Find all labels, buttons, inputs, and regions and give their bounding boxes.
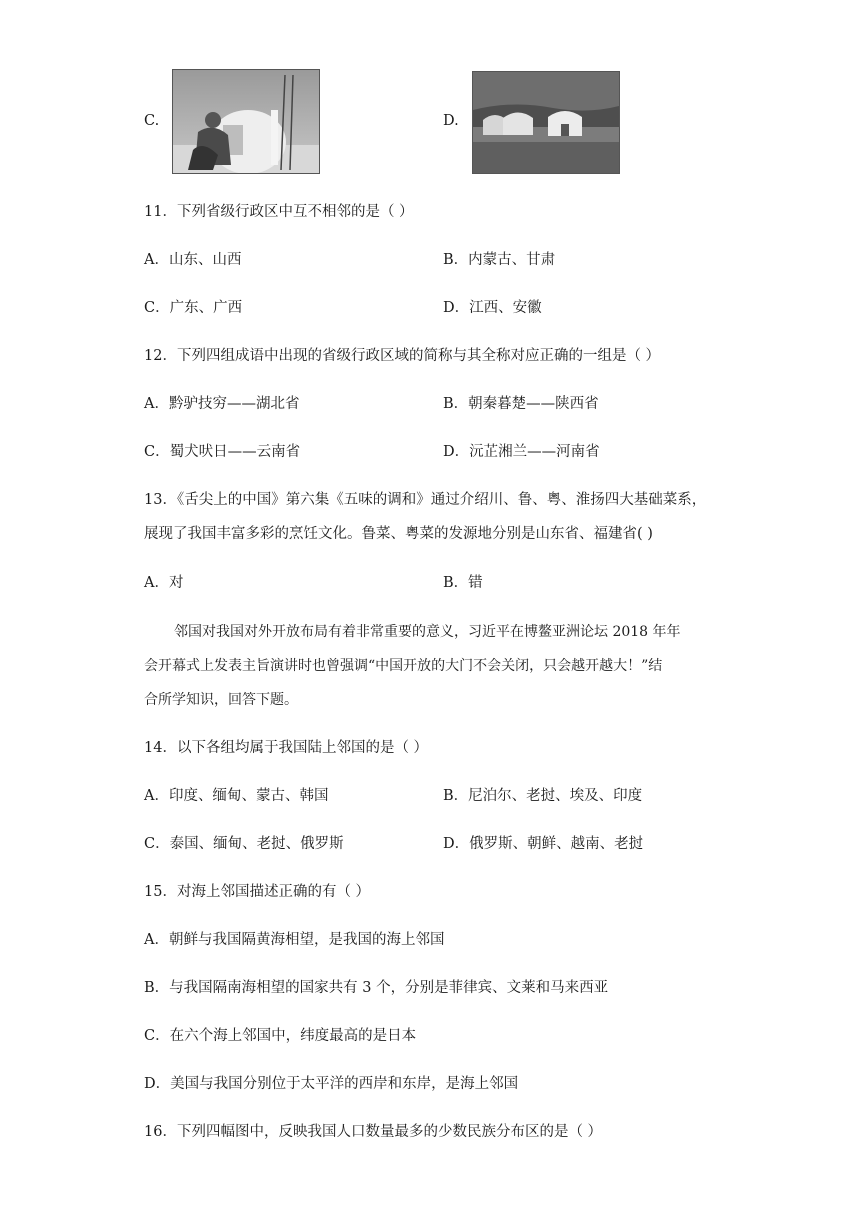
- passage-line-1: 邻国对我国对外开放布局有着非常重要的意义，习近平在博鳌亚洲论坛 2018 年年: [174, 624, 681, 640]
- option-d-label: D.: [443, 113, 459, 129]
- q13-option-b: B．错: [443, 575, 483, 591]
- option-c-label: C.: [144, 113, 160, 129]
- option-c-image: [172, 69, 320, 174]
- q14-option-b: B．尼泊尔、老挝、埃及、印度: [443, 788, 643, 804]
- yurt-photo: [473, 72, 619, 173]
- passage-line-2: 会开幕式上发表主旨演讲时也曾强调“中国开放的大门不会关闭，只会越开越大！”结: [144, 658, 663, 674]
- q12-option-d: D．沅芷湘兰——河南省: [443, 444, 600, 460]
- q15-option-b: B．与我国隔南海相望的国家共有 3 个，分别是菲律宾、文莱和马来西亚: [144, 980, 609, 996]
- q14-option-a: A．印度、缅甸、蒙古、韩国: [144, 788, 329, 804]
- snow-house-photo: [173, 70, 319, 173]
- q11-option-a: A．山东、山西: [144, 252, 242, 268]
- reading-passage: [144, 615, 724, 717]
- q11-option-c: C．广东、广西: [144, 300, 243, 316]
- q11-option-d: D．江西、安徽: [443, 300, 542, 316]
- q16-stem: 16．下列四幅图中，反映我国人口数量最多的少数民族分布区的是（ ）: [144, 1124, 603, 1140]
- q13-option-a: A．对: [144, 575, 184, 591]
- q13-stem-line1: 13．《舌尖上的中国》第六集《五味的调和》通过介绍川、鲁、粤、淮扬四大基础菜系，: [144, 492, 707, 508]
- q12-option-c: C．蜀犬吠日——云南省: [144, 444, 301, 460]
- q11-stem: 11．下列省级行政区中互不相邻的是（ ）: [144, 204, 414, 220]
- q11-option-b: B．内蒙古、甘肃: [443, 252, 556, 268]
- q14-option-c: C．泰国、缅甸、老挝、俄罗斯: [144, 836, 344, 852]
- option-d-image: [472, 71, 620, 174]
- passage-line-3: 合所学知识，回答下题。: [144, 692, 298, 708]
- q12-option-a: A．黔驴技穷——湖北省: [144, 396, 300, 412]
- q14-option-d: D．俄罗斯、朝鲜、越南、老挝: [443, 836, 644, 852]
- q13-stem-line2: 展现了我国丰富多彩的烹饪文化。鲁菜、粤菜的发源地分别是山东省、福建省( ): [144, 526, 653, 542]
- q15-option-d: D．美国与我国分别位于太平洋的西岸和东岸，是海上邻国: [144, 1076, 519, 1092]
- q12-stem: 12．下列四组成语中出现的省级行政区域的简称与其全称对应正确的一组是（ ）: [144, 348, 661, 364]
- q15-option-c: C．在六个海上邻国中，纬度最高的是日本: [144, 1028, 417, 1044]
- q12-option-b: B．朝秦暮楚——陕西省: [443, 396, 599, 412]
- q15-option-a: A．朝鲜与我国隔黄海相望，是我国的海上邻国: [144, 932, 445, 948]
- q14-stem: 14．以下各组均属于我国陆上邻国的是（ ）: [144, 740, 429, 756]
- q15-stem: 15．对海上邻国描述正确的有（ ）: [144, 884, 371, 900]
